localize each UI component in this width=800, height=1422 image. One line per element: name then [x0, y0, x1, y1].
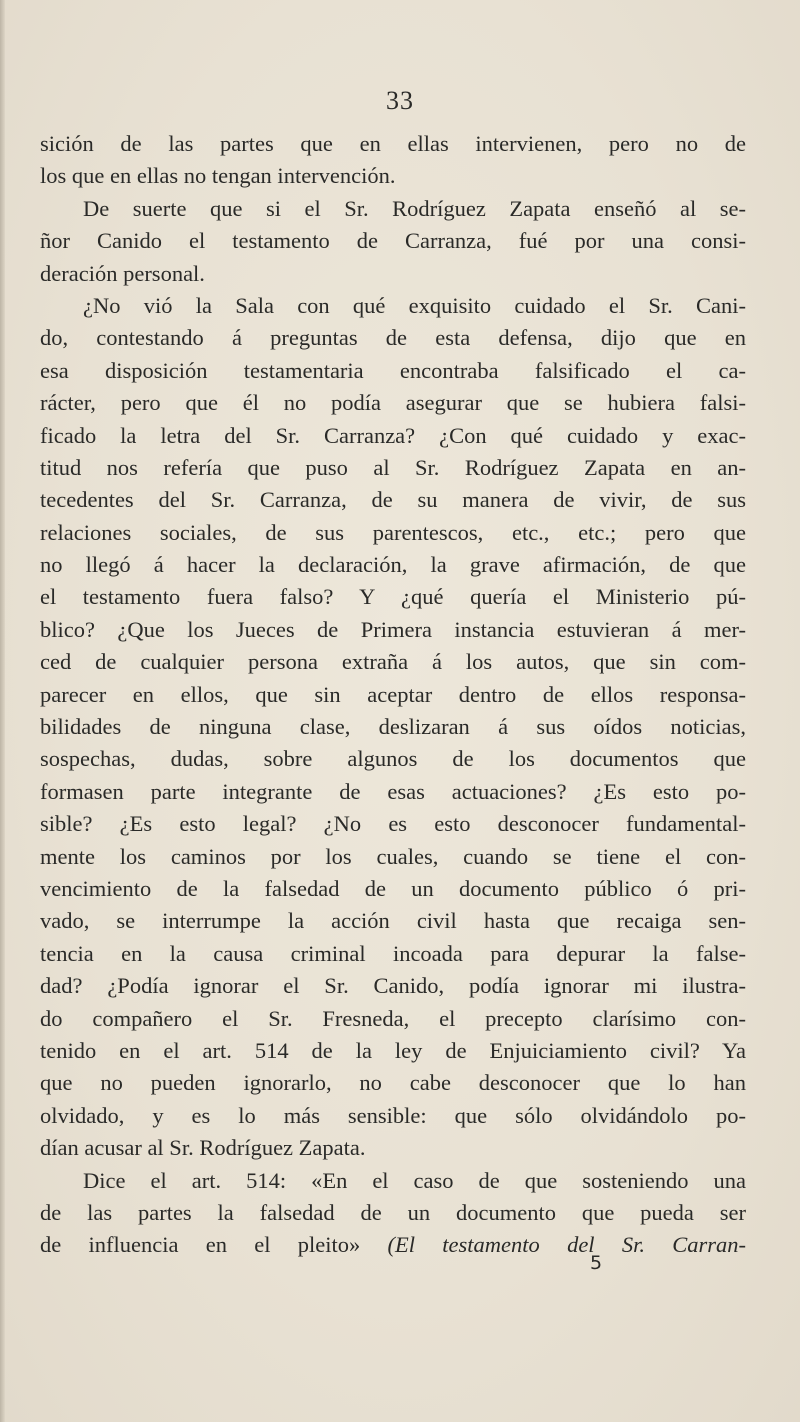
text-line: [40, 258, 746, 290]
text-line-content: vencimiento de la falsedad de un documento público ó pri-: [40, 875, 746, 901]
text-line: [40, 938, 746, 970]
text-line: [40, 484, 746, 516]
text-line: [40, 581, 746, 613]
text-line: [40, 322, 746, 354]
text-line-content: olvidado, y es lo más sensible: que sólo olvidándolo po-: [40, 1102, 746, 1128]
text-line-content: blico? ¿Que los Jueces de Primera instancia estuvieran á mer-: [40, 616, 746, 642]
text-line: [40, 646, 746, 678]
text-line-content: bilidades de ninguna clase, deslizaran á sus oídos noticias,: [40, 714, 746, 740]
body-text: [40, 128, 746, 1262]
text-line-content: tecedentes del Sr. Carranza, de su manera de vivir, de sus: [40, 487, 746, 513]
text-line: [40, 679, 746, 711]
text-line-content: relaciones sociales, de sus parentescos, etc., etc.; pero que: [40, 519, 746, 545]
text-line-content: no llegó á hacer la declaración, la grave afirmación, de que: [40, 552, 746, 578]
text-line: [40, 128, 746, 160]
text-line-content: ¿No vió la Sala con qué exquisito cuidado el Sr. Cani-: [83, 292, 746, 318]
printer-signature-mark: 5: [590, 1252, 603, 1274]
text-line-content: dían acusar al Sr. Rodríguez Zapata.: [40, 1135, 366, 1161]
text-line-content: ñor Canido el testamento de Carranza, fué por una consi-: [40, 228, 746, 254]
text-line-italic: (El testamento del Sr. Carran-: [387, 1232, 747, 1258]
text-line: [40, 420, 746, 452]
text-line-content: titud nos refería que puso al Sr. Rodríguez Zapata en an-: [40, 454, 746, 480]
text-line: [40, 614, 746, 646]
text-line-content: do, contestando á preguntas de esta defensa, dijo que en: [40, 325, 746, 351]
text-line-content: los que en ellas no tengan intervención.: [40, 163, 396, 189]
text-line-content: ficado la letra del Sr. Carranza? ¿Con qué cuidado y exac-: [40, 422, 746, 448]
text-line-content: el testamento fuera falso? Y ¿qué quería el Ministerio pú-: [40, 584, 746, 610]
text-line: [40, 1100, 746, 1132]
text-line-content: dad? ¿Podía ignorar el Sr. Canido, podía ignorar mi ilustra-: [40, 973, 746, 999]
text-line: [40, 1067, 746, 1099]
text-line: [40, 225, 746, 257]
text-line: [40, 193, 746, 225]
text-line: [40, 517, 746, 549]
text-line: [40, 549, 746, 581]
text-line: [40, 873, 746, 905]
text-line: [40, 160, 746, 192]
text-line-content: sospechas, dudas, sobre algunos de los documentos que: [40, 746, 746, 772]
text-line: [40, 1165, 746, 1197]
text-line: [40, 711, 746, 743]
text-line-content: mente los caminos por los cuales, cuando se tiene el con-: [40, 843, 746, 869]
text-line: [40, 776, 746, 808]
text-line: [40, 808, 746, 840]
text-line: [40, 905, 746, 937]
text-line: [40, 743, 746, 775]
text-line-content: tenido en el art. 514 de la ley de Enjuiciamiento civil? Ya: [40, 1037, 746, 1063]
page-number: 33: [386, 86, 414, 115]
text-line-content: de las partes la falsedad de un documento que pueda ser: [40, 1199, 746, 1225]
page-left-edge: [0, 0, 5, 1422]
text-line-content: do compañero el Sr. Fresneda, el precepto clarísimo con-: [40, 1005, 746, 1031]
text-line-content: parecer en ellos, que sin aceptar dentro de ellos responsa-: [40, 681, 746, 707]
text-line: [40, 290, 746, 322]
text-line: [40, 452, 746, 484]
text-line-content: sible? ¿Es esto legal? ¿No es esto desconocer fundamental-: [40, 811, 746, 837]
text-line: [40, 1229, 746, 1261]
text-line-content: de influencia en el pleito»: [40, 1232, 361, 1258]
text-line-content: esa disposición testamentaria encontraba falsificado el ca-: [40, 357, 746, 383]
text-line: [40, 355, 746, 387]
text-line: [40, 387, 746, 419]
text-line: [40, 970, 746, 1002]
text-line: [40, 1197, 746, 1229]
text-line-content: rácter, pero que él no podía asegurar que se hubiera falsi-: [40, 390, 746, 416]
text-line: [40, 1035, 746, 1067]
text-line-content: ced de cualquier persona extraña á los autos, que sin com-: [40, 649, 746, 675]
text-line: [40, 841, 746, 873]
text-line: [40, 1132, 746, 1164]
text-line-content: Dice el art. 514: «En el caso de que sosteniendo una: [83, 1167, 746, 1193]
text-line-content: formasen parte integrante de esas actuaciones? ¿Es esto po-: [40, 778, 746, 804]
text-line-content: vado, se interrumpe la acción civil hasta que recaiga sen-: [40, 908, 746, 934]
text-line: [40, 1003, 746, 1035]
text-line-content: De suerte que si el Sr. Rodríguez Zapata enseñó al se-: [83, 195, 746, 221]
text-line-content: tencia en la causa criminal incoada para depurar la false-: [40, 940, 746, 966]
text-line-content: que no pueden ignorarlo, no cabe desconocer que lo han: [40, 1070, 746, 1096]
text-line-content: sición de las partes que en ellas intervienen, pero no de: [40, 131, 746, 156]
text-line-content: deración personal.: [40, 260, 205, 286]
